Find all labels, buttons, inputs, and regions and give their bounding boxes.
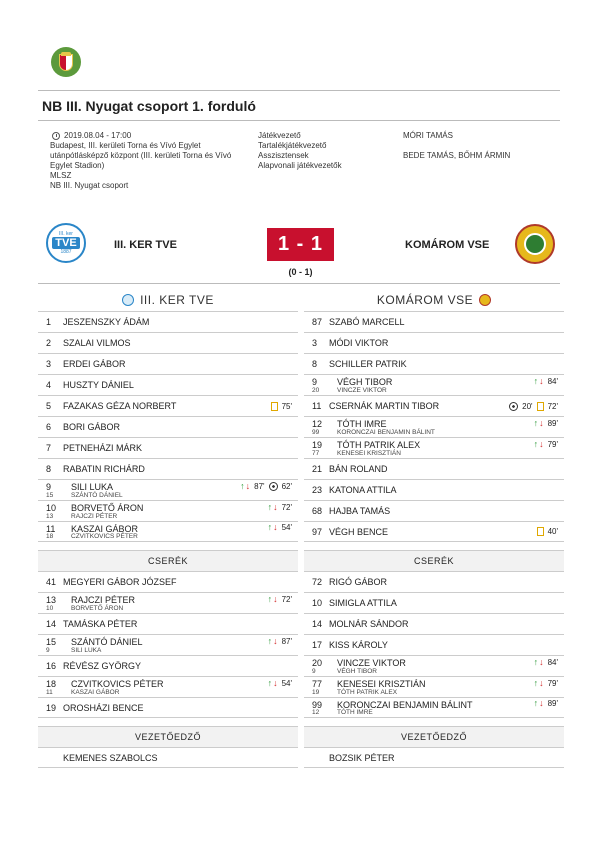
substitutes-header: CSERÉK <box>38 550 298 571</box>
player-name: JESZENSZKY ÁDÁM <box>63 317 150 327</box>
substitution-minute: 87' <box>254 481 265 491</box>
player-number: 14 <box>312 619 323 629</box>
player-events <box>534 673 558 693</box>
home-team-mini-logo <box>122 294 134 306</box>
player-row <box>38 613 298 634</box>
player-row <box>38 521 298 542</box>
home-team-logo: III. ker TVE 1887 <box>46 223 86 263</box>
coach-name: BOZSIK PÉTER <box>329 752 395 763</box>
organizer: MLSZ <box>50 171 72 180</box>
player-number: 72 <box>312 577 323 587</box>
swap-player-name: KASZAI GÁBOR <box>71 689 120 696</box>
player-number: 3 <box>46 359 52 369</box>
page-title: NB III. Nyugat csoport 1. forduló <box>42 98 256 114</box>
goal-minute: 20' <box>522 401 533 411</box>
substitution-minute: 72' <box>281 502 292 512</box>
player-events <box>534 371 558 391</box>
coach-name: KEMENES SZABOLCS <box>63 752 158 763</box>
player-number: 11 <box>46 524 56 534</box>
card-minute: 40' <box>547 527 558 536</box>
player-number: 2 <box>46 338 52 348</box>
player-row <box>38 634 298 655</box>
assistants: BEDE TAMÁS, BŐHM ÁRMIN <box>403 151 511 160</box>
divider <box>38 283 560 284</box>
player-number: 99 <box>312 700 323 710</box>
substitution-icon: ↑ ↓ <box>240 480 251 491</box>
player-name: PETNEHÁZI MÁRK <box>63 443 143 453</box>
substitution-icon: ↑ ↓ <box>267 635 278 646</box>
player-name: KENESEI KRISZTIÁN <box>337 679 426 689</box>
substitution-icon: ↑ ↓ <box>267 677 278 688</box>
card-minute: 75' <box>281 401 292 411</box>
substitution-icon: ↑ ↓ <box>267 593 278 604</box>
player-number: 68 <box>312 506 323 516</box>
player-number: 21 <box>312 464 323 474</box>
substitution-minute: 54' <box>281 678 292 688</box>
player-number: 15 <box>46 637 57 647</box>
player-row <box>304 374 564 395</box>
referee: MÓRI TAMÁS <box>403 131 453 140</box>
divider <box>38 90 560 91</box>
player-number: 3 <box>312 338 318 348</box>
player-number: 13 <box>46 595 57 605</box>
card-minute: 72' <box>547 401 558 411</box>
swap-player-name: CZVITKOVICS PÉTER <box>71 533 138 540</box>
substitution-minute: 89' <box>547 699 558 708</box>
player-row <box>38 592 298 613</box>
swap-player-name: VINCZE VIKTOR <box>337 387 387 394</box>
match-datetime: 2019.08.04 - 17:00 <box>52 131 250 141</box>
substitution-minute: 79' <box>547 439 558 449</box>
player-row <box>304 521 564 542</box>
swap-player-name: SILI LUKA <box>71 647 102 654</box>
player-name: VINCZE VIKTOR <box>337 658 406 668</box>
player-row <box>304 500 564 521</box>
substitution-icon: ↑ ↓ <box>267 501 278 512</box>
player-name: MOLNÁR SÁNDOR <box>329 619 409 629</box>
player-number: 77 <box>312 679 323 689</box>
player-name: TÓTH PATRIK ALEX <box>337 440 421 450</box>
officials-labels: Játékvezető Tartalékjátékvezető Asszisztensek Alapvonali játékvezetők <box>258 131 342 170</box>
swap-player-number: 18 <box>46 533 54 540</box>
home-lineup <box>38 289 298 768</box>
player-name: MÓDI VIKTOR <box>329 338 389 348</box>
competition: NB III. Nyugat csoport <box>50 181 129 190</box>
player-number: 11 <box>312 401 322 411</box>
swap-player-number: 11 <box>46 689 53 696</box>
swap-player-name: KORONCZAI BENJAMIN BÁLINT <box>337 429 435 436</box>
player-row <box>304 353 564 374</box>
player-number: 6 <box>46 422 52 432</box>
player-name: VÉGH TIBOR <box>337 377 393 387</box>
player-name: RAJCZI PÉTER <box>71 595 136 605</box>
player-number: 9 <box>46 482 52 492</box>
match-meta <box>50 131 250 191</box>
player-name: TÓTH IMRE <box>337 419 387 429</box>
player-name: KASZAI GÁBOR <box>71 524 139 534</box>
swap-player-number: 9 <box>312 668 316 675</box>
player-row <box>38 655 298 676</box>
player-number: 19 <box>46 702 57 713</box>
player-row <box>304 479 564 500</box>
substitution-minute: 72' <box>281 594 292 604</box>
away-team-name: KOMÁROM VSE <box>405 239 490 251</box>
player-events <box>268 497 292 517</box>
swap-player-number: 99 <box>312 429 320 436</box>
substitution-icon: ↑ ↓ <box>533 656 544 667</box>
yellow-card-icon <box>537 527 544 536</box>
officials-values <box>403 131 510 161</box>
swap-player-number: 13 <box>46 513 54 520</box>
player-number: 16 <box>46 661 57 671</box>
substitutes-header: CSERÉK <box>304 550 564 571</box>
player-number: 8 <box>46 464 52 474</box>
player-name: KORONCZAI BENJAMIN BÁLINT <box>337 700 473 710</box>
player-name: BORI GÁBOR <box>63 422 121 432</box>
swap-player-name: TÓTH PATRIK ALEX <box>337 689 398 696</box>
player-number: 23 <box>312 485 323 495</box>
swap-player-number: 9 <box>46 647 50 654</box>
swap-player-number: 12 <box>312 709 320 716</box>
swap-player-name: BORVETŐ ÁRON <box>71 605 124 612</box>
player-events <box>268 631 292 651</box>
substitution-minute: 79' <box>547 678 558 688</box>
player-name: FAZAKAS GÉZA NORBERT <box>63 401 177 411</box>
player-name: SCHILLER PATRIK <box>329 359 407 369</box>
player-number: 14 <box>46 619 57 629</box>
substitution-minute: 89' <box>547 418 558 428</box>
player-number: 4 <box>46 380 52 390</box>
player-row <box>38 697 298 718</box>
player-row <box>38 416 298 437</box>
player-row <box>304 697 564 718</box>
swap-player-name: RAJCZI PÉTER <box>71 513 118 520</box>
player-name: SZABÓ MARCELL <box>329 317 405 327</box>
player-number: 97 <box>312 526 323 537</box>
divider <box>38 120 560 121</box>
coach-row <box>38 747 298 768</box>
player-name: HAJBA TAMÁS <box>329 506 391 516</box>
swap-player-name: KENESEI KRISZTIÁN <box>337 450 401 457</box>
player-number: 10 <box>312 598 323 608</box>
player-row <box>38 374 298 395</box>
player-row <box>304 416 564 437</box>
player-name: KATONA ATTILA <box>329 485 397 495</box>
player-number: 12 <box>312 419 323 429</box>
yellow-card-icon <box>271 402 278 411</box>
player-row <box>304 311 564 332</box>
player-name: RABATIN RICHÁRD <box>63 464 145 474</box>
player-name: MEGYERI GÁBOR JÓZSEF <box>63 577 177 587</box>
away-lineup-header: KOMÁROM VSE <box>304 289 564 311</box>
player-row <box>38 311 298 332</box>
player-number: 1 <box>46 317 52 327</box>
coach-row <box>304 747 564 768</box>
swap-player-name: SZÁNTÓ DÁNIEL <box>71 492 123 499</box>
player-name: VÉGH BENCE <box>329 526 389 537</box>
home-team-name: III. KER TVE <box>114 239 177 251</box>
match-venue: Budapest, III. kerületi Torna és Vívó Egylet utánpótlásképző központ (III. kerületi Torna és Vívó Egylet Stadion) <box>50 141 232 170</box>
substitution-minute: 87' <box>281 636 292 646</box>
player-name: TAMÁSKA PÉTER <box>63 619 138 629</box>
player-name: HUSZTY DÁNIEL <box>63 380 134 390</box>
player-number: 17 <box>312 640 323 650</box>
player-row <box>38 479 298 500</box>
coach-header: VEZETŐEDZŐ <box>38 726 298 747</box>
substitution-icon: ↑ ↓ <box>533 417 544 428</box>
player-number: 7 <box>46 443 52 453</box>
player-row <box>304 613 564 634</box>
player-name: RIGÓ GÁBOR <box>329 577 388 587</box>
player-row <box>38 500 298 521</box>
goal-minute: 62' <box>281 481 292 491</box>
swap-player-number: 77 <box>312 450 320 457</box>
player-row <box>304 437 564 458</box>
away-team-mini-logo <box>479 294 491 306</box>
swap-player-number: 15 <box>46 492 54 499</box>
swap-player-number: 10 <box>46 605 54 612</box>
player-row <box>304 634 564 655</box>
substitution-icon: ↑ ↓ <box>533 438 544 449</box>
swap-player-name: TÓTH IMRE <box>337 709 373 716</box>
goal-ball-icon <box>509 402 518 411</box>
player-row <box>38 676 298 697</box>
halftime-score: (0 - 1) <box>288 267 313 277</box>
substitution-minute: 84' <box>547 657 558 667</box>
coach-header: VEZETŐEDZŐ <box>304 726 564 747</box>
player-name: SILI LUKA <box>71 482 114 492</box>
player-number: 9 <box>312 377 318 387</box>
goal-ball-icon <box>269 482 278 491</box>
player-name: SIMIGLA ATTILA <box>329 598 397 608</box>
away-team-logo <box>515 224 555 264</box>
player-name: CSERNÁK MARTIN TIBOR <box>329 401 440 411</box>
player-events <box>268 518 292 537</box>
player-number: 41 <box>46 577 57 587</box>
substitution-icon: ↑ ↓ <box>533 698 544 708</box>
player-number: 20 <box>312 658 323 668</box>
swap-player-name: VÉGH TIBOR <box>337 668 377 675</box>
player-name: BORVETŐ ÁRON <box>71 503 144 513</box>
player-events <box>240 476 292 496</box>
player-row <box>304 655 564 676</box>
player-row <box>38 353 298 374</box>
player-number: 87 <box>312 317 323 327</box>
player-row <box>38 395 298 416</box>
player-number: 10 <box>46 503 57 513</box>
player-row <box>38 332 298 353</box>
player-row <box>38 437 298 458</box>
player-row <box>304 395 564 416</box>
player-events <box>534 434 558 454</box>
yellow-card-icon <box>537 402 544 411</box>
player-row <box>304 676 564 697</box>
player-row <box>304 571 564 592</box>
player-name: CZVITKOVICS PÉTER <box>71 679 164 689</box>
substitution-icon: ↑ ↓ <box>533 677 544 688</box>
player-events <box>271 396 292 416</box>
player-name: KISS KÁROLY <box>329 640 388 650</box>
swap-player-number: 20 <box>312 387 320 394</box>
player-number: 18 <box>46 679 57 689</box>
home-lineup-header: III. KER TVE <box>38 289 298 311</box>
player-name: BÁN ROLAND <box>329 464 388 474</box>
player-row <box>304 592 564 613</box>
player-events <box>537 522 558 541</box>
player-number: 5 <box>46 401 52 411</box>
player-number: 8 <box>312 359 318 369</box>
substitution-icon: ↑ ↓ <box>533 375 544 386</box>
substitution-icon: ↑ ↓ <box>267 522 278 532</box>
clock-icon <box>52 132 60 140</box>
substitution-minute: 54' <box>281 523 292 532</box>
player-events <box>534 413 558 433</box>
player-events <box>534 652 558 672</box>
federation-crest-icon <box>51 47 81 77</box>
player-events <box>268 673 292 693</box>
player-name: OROSHÁZI BENCE <box>63 702 144 713</box>
final-score: 1 - 1 <box>267 228 334 261</box>
player-name: SZÁNTÓ DÁNIEL <box>71 637 143 647</box>
player-name: SZALAI VILMOS <box>63 338 131 348</box>
player-row <box>304 332 564 353</box>
away-lineup <box>304 289 564 768</box>
player-row <box>38 571 298 592</box>
player-row <box>304 458 564 479</box>
player-name: RÉVÉSZ GYÖRGY <box>63 661 142 671</box>
player-name: ERDEI GÁBOR <box>63 359 126 369</box>
substitution-minute: 84' <box>547 376 558 386</box>
player-number: 19 <box>312 440 323 450</box>
player-events <box>268 589 292 609</box>
player-events <box>534 694 558 713</box>
swap-player-number: 19 <box>312 689 320 696</box>
